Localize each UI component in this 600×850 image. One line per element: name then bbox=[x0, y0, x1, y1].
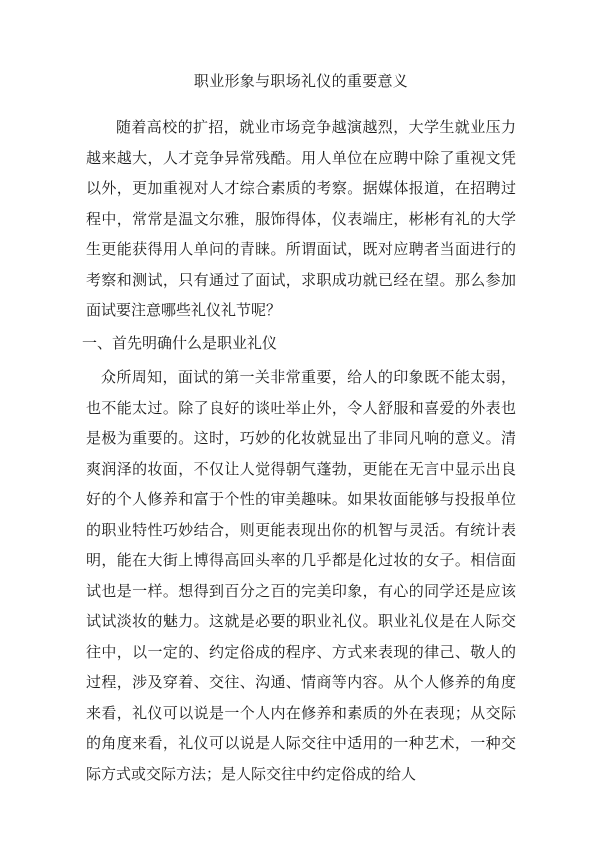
section-heading: 一、首先明确什么是职业礼仪 bbox=[82, 333, 278, 352]
section-body-paragraph: 众所周知，面试的第一关非常重要，给人的印象既不能太弱，也不能太过。除了良好的谈吐举止外，令人舒服和喜爱的外表也是极为重要的。这时，巧妙的化妆就显出了非同凡响的意义。清爽润泽的妆面，不仅让人觉得朝气蓬勃，更能在无言中显示出良好的个人修养和富于个性的审美趣味。如果妆面能够与投报单位的职业特性巧妙结合，则更能表现出你的机智与灵活。有统计表明，能在大街上博得高回头率的几乎都是化过妆的女子。相信面试也是一样。想得到百分之百的完美印象，有心的同学还是应该试试淡妆的魅力。这就是必要的职业礼仪。职业礼仪是在人际交往中，以一定的、约定俗成的程序、方式来表现的律己、敬人的过程，涉及穿着、交往、沟通、情商等内容。从个人修养的角度来看，礼仪可以说是一个人内在修养和素质的外在表现；从交际的角度来看，礼仪可以说是人际交往中适用的一种艺术，一种交际方式或交际方法；是人际交往中约定俗成的给人 bbox=[86, 368, 516, 783]
intro-paragraph: 随着高校的扩招，就业市场竞争越演越烈，大学生就业压力越来越大，人才竞争异常残酷。用人单位在应聘中除了重视文凭以外，更加重视对人才综合素质的考察。据媒体报道，在招聘过程中，常常是温文尔雅，服饰得体，仪表端庄，彬彬有礼的大学生更能获得用人单问的青睐。所谓面试，既对应聘者当面进行的考察和测试，只有通过了面试，求职成功就已经在望。那么参加面试要注意哪些礼仪礼节呢？ bbox=[86, 118, 516, 319]
document-page bbox=[82, 70, 516, 789]
document-title: 职业形象与职场礼仪的重要意义 bbox=[193, 72, 409, 90]
